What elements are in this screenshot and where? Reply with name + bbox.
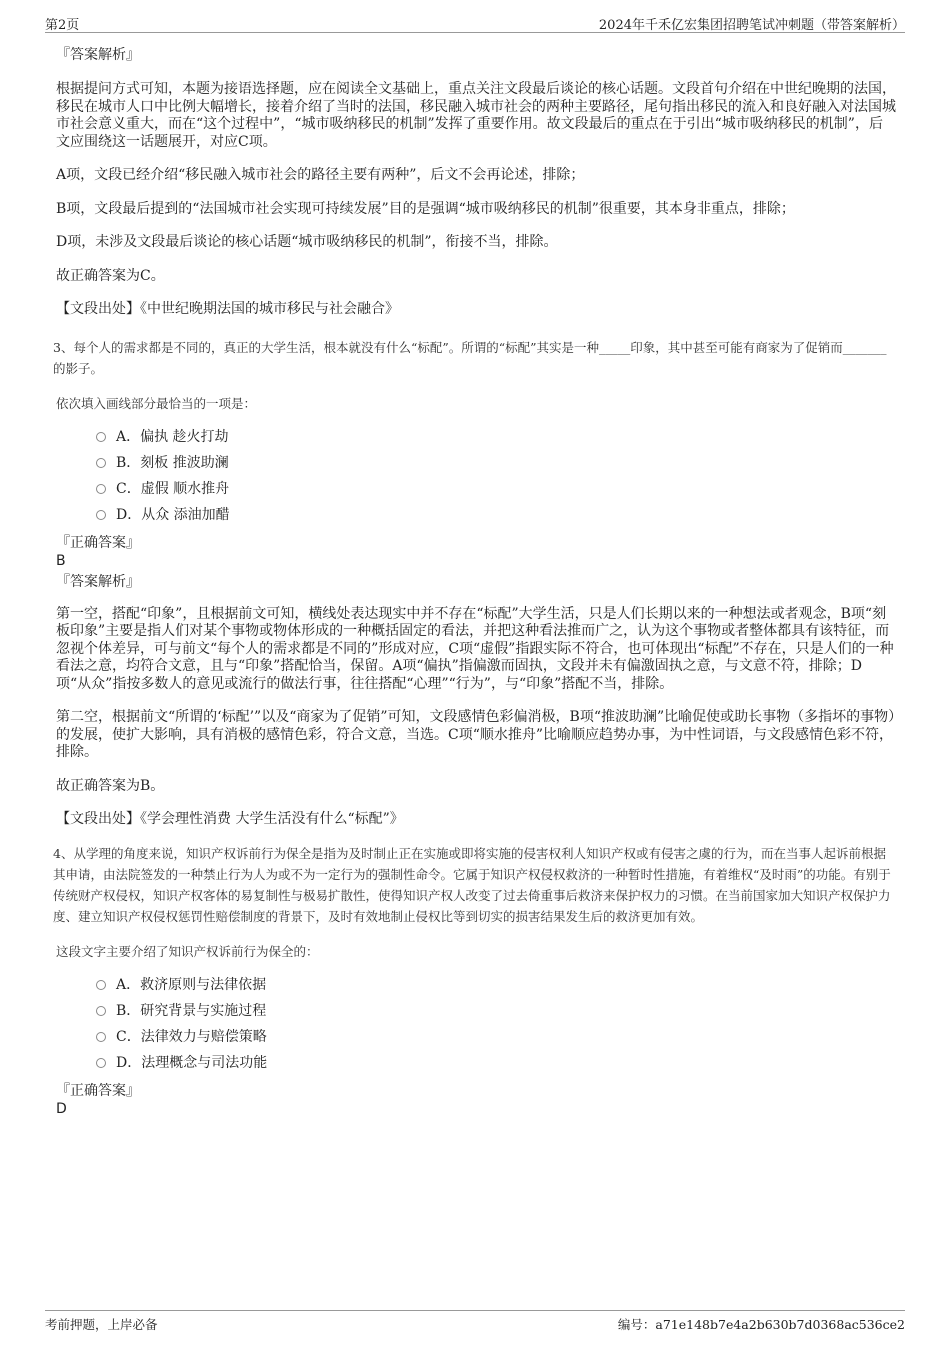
radio-button-icon[interactable]: [96, 1032, 106, 1042]
option-d[interactable]: D．从众 添油加醋: [56, 502, 896, 528]
analysis-paragraph: 第一空，搭配“印象”，且根据前文可知，横线处表达现实中并不存在“标配”大学生活，只是人们长期以来的一种想法或者观念，B项“刻板印象”主要是指人们对某个事物或物体形成的一种概括固定的看法，并把这种看法推而广之，认为这个事物或者整体都具有该特征，而忽视个体差异，可与前文“每个人的需求都是不同的”形成对应，C项“虚假”指跟实际不符合，也可体现出“标配”不存在，只是人们的一种看法之意，均符合文意，且与“印象”搭配恰当，保留。A项“偏执”指偏激而固执，文段并未有偏激固执之意，与文意不符，排除；D项“从众”指按多数人的意见或流行的做法行事，往往搭配“心理”“行为”，与“印象”搭配不当，排除。: [56, 605, 894, 692]
option-a[interactable]: A．偏执 趁火打劫: [56, 424, 896, 450]
option-d[interactable]: D．法理概念与司法功能: [56, 1050, 896, 1076]
analysis-paragraph: B项，文段最后提到的“法国城市社会实现可持续发展”目的是强调“城市吸纳移民的机制”很重要，其本身非重点，排除；: [56, 200, 795, 217]
analysis-paragraph: D项，未涉及文段最后谈论的核心话题“城市吸纳移民的机制”，衔接不当，排除。: [56, 234, 558, 250]
radio-button-icon[interactable]: [96, 980, 106, 990]
analysis-paragraph: 根据提问方式可知，本题为接语选择题，应在阅读全文基础上，重点关注文段最后谈论的核心话题。文段首句介绍在中世纪晚期的法国，移民在城市人口中比例大幅增长，接着介绍了当时的法国，移民融入城市社会的两种主要路径，尾句指出移民的流入和良好融入对法国城市社会意义重大，而在“这个过程中”，“城市吸纳移民的机制”发挥了重要作用。故文段最后的重点在于引出“城市吸纳移民的机制”，后文应围绕这一话题展开，对应C项。: [56, 81, 896, 150]
analysis-label: 『答案解析』: [56, 573, 140, 590]
radio-button-icon[interactable]: [96, 458, 106, 468]
option-b[interactable]: B．研究背景与实施过程: [56, 998, 896, 1024]
radio-button-icon[interactable]: [96, 1006, 106, 1016]
correct-answer: D: [56, 1100, 67, 1117]
answer-line: 故正确答案为C。: [56, 267, 165, 284]
document-title: 2024年千禾亿宏集团招聘笔试冲刺题（带答案解析）: [598, 18, 905, 33]
question-prompt: 这段文字主要介绍了知识产权诉前行为保全的：: [56, 943, 319, 959]
options-list: [56, 424, 896, 528]
page-content: [53, 40, 896, 1118]
source-citation: 【文段出处】《中世纪晚期法国的城市移民与社会融合》: [56, 301, 399, 317]
document-id: 编号：a71e148b7e4a2b630b7d0368ac536ce2: [617, 1317, 905, 1332]
answer-line: 故正确答案为B。: [56, 777, 165, 794]
radio-button-icon[interactable]: [96, 484, 106, 494]
source-citation: 【文段出处】《学会理性消费 大学生活没有什么“标配”》: [56, 811, 404, 827]
options-list: [56, 972, 896, 1076]
analysis-paragraph: 第二空，根据前文“所谓的‘标配’”以及“商家为了促销”可知，文段感情色彩偏消极，B项“推波助澜”比喻促使或助长事物（多指坏的事物）的发展，使扩大影响，具有消极的感情色彩，符合文意，当选。C项“顺水推舟”比喻顺应趋势办事，为中性词语，与文段感情色彩不符，排除。: [56, 709, 896, 760]
page-footer: [45, 1310, 905, 1333]
question-prompt: 依次填入画线部分最恰当的一项是：: [56, 395, 257, 411]
option-c[interactable]: C．法律效力与赔偿策略: [56, 1024, 896, 1050]
radio-button-icon[interactable]: [96, 432, 106, 442]
correct-answer-label: 『正确答案』: [56, 1082, 140, 1099]
radio-button-icon[interactable]: [96, 1058, 106, 1068]
analysis-label: 『答案解析』: [56, 47, 140, 63]
page-number: 第2页: [45, 18, 80, 33]
radio-button-icon[interactable]: [96, 510, 106, 520]
option-a[interactable]: A．救济原则与法律依据: [56, 972, 896, 998]
footer-slogan: 考前押题，上岸必备: [45, 1317, 158, 1332]
question-text: 4、从学理的角度来说，知识产权诉前行为保全是指为及时制止正在实施或即将实施的侵害权利人知识产权或有侵害之虞的行为，而在当事人起诉前根据其申请，由法院签发的一种禁止行为人为或不为一定行为的强制性命令。它属于知识产权侵权救济的一种暂时性措施，有着维权“及时雨”的功能。有别于传统财产权侵权，知识产权客体的易复制性与极易扩散性，使得知识产权人改变了过去倚重事后救济来保护权力的习惯。在当前国家加大知识产权保护力度、建立知识产权侵权惩罚性赔偿制度的背景下，及时有效地制止侵权比等到切实的损害结果发生后的救济更加有效。: [53, 845, 891, 924]
option-c[interactable]: C．虚假 顺水推舟: [56, 476, 896, 502]
analysis-paragraph: A项，文段已经介绍“移民融入城市社会的路径主要有两种”，后文不会再论述，排除；: [56, 167, 585, 183]
correct-answer: B: [56, 552, 66, 569]
correct-answer-label: 『正确答案』: [56, 534, 140, 551]
page-header: [45, 10, 905, 33]
option-b[interactable]: B．刻板 推波助澜: [56, 450, 896, 476]
question-text: 3、每个人的需求都是不同的，真正的大学生活，根本就没有什么“标配”。所谓的“标配”其实是一种_____印象，其中甚至可能有商家为了促销而_______的影子。: [53, 339, 887, 376]
